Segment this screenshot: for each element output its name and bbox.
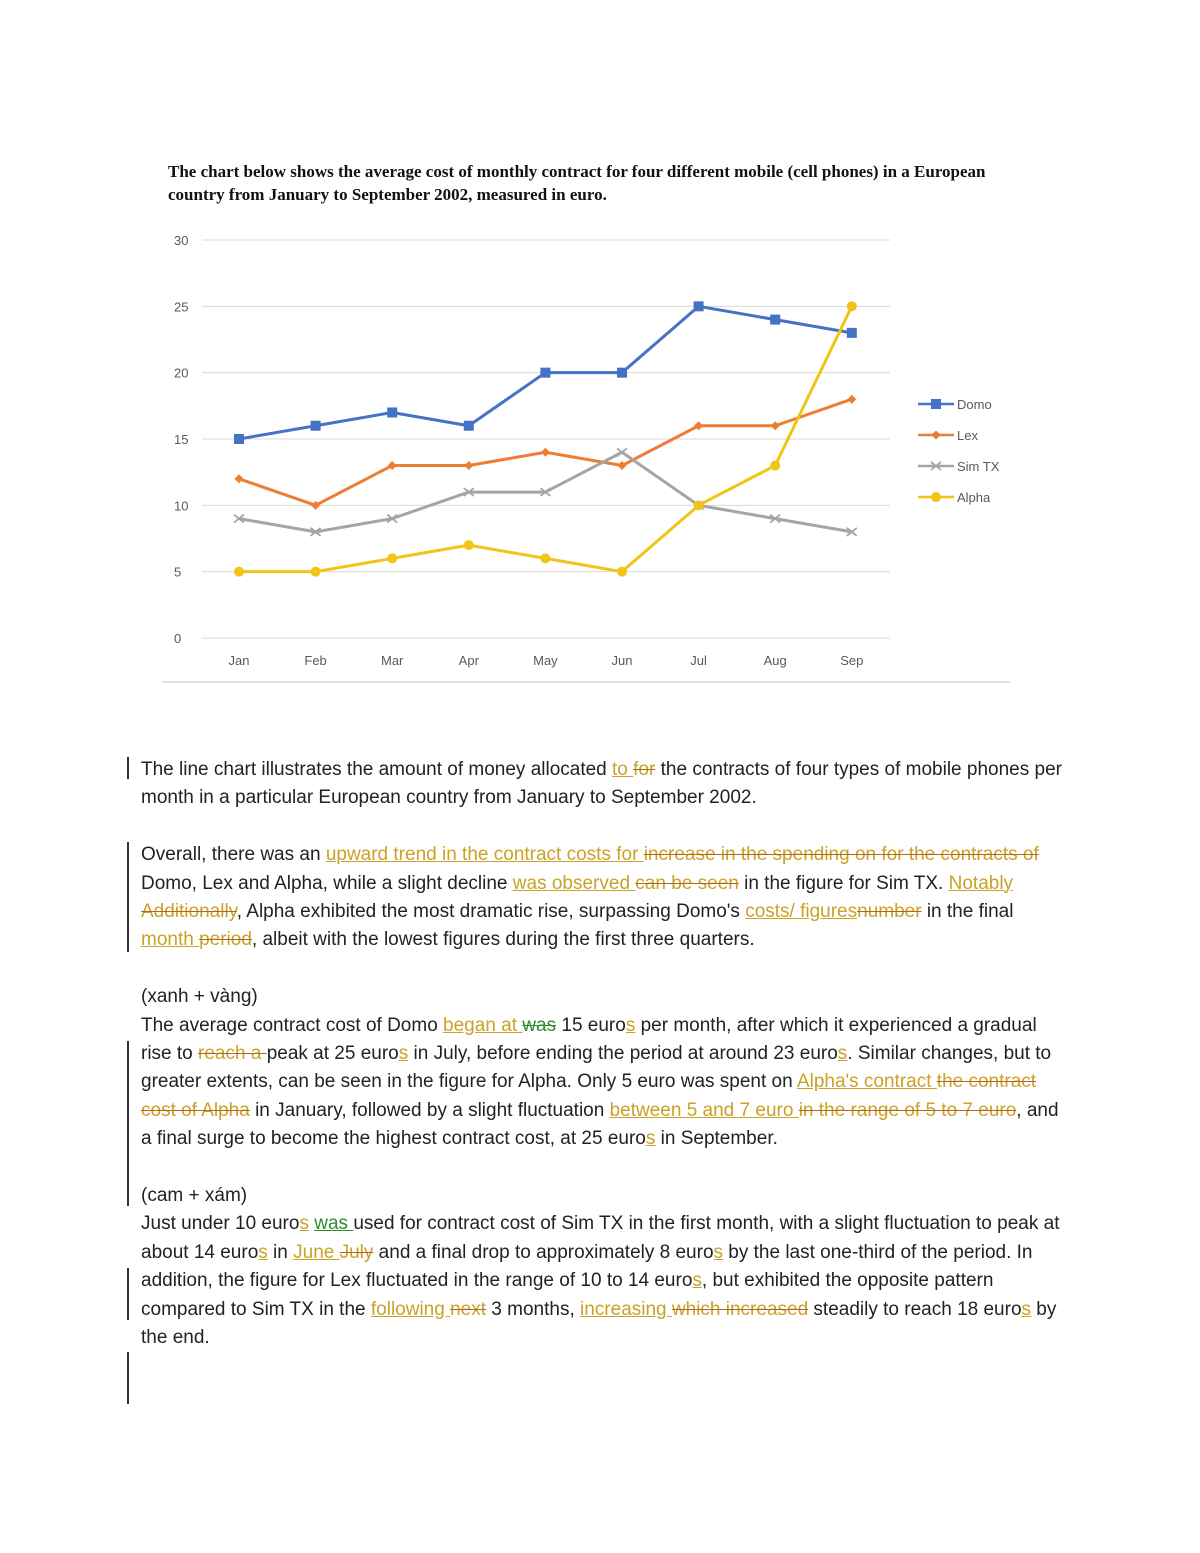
paragraph-overview <box>141 841 1071 955</box>
change-bar <box>127 842 129 952</box>
deleted-text: which increased <box>671 1298 809 1320</box>
text-run: in January, followed by a slight fluctuation <box>249 1099 610 1121</box>
chart-title: The chart below shows the average cost of monthly contract for four different mobile (cell phones) in a European country from January to September 2002, measured in euro. <box>168 162 986 204</box>
inserted-text: was observed <box>512 872 636 894</box>
paragraph-intro <box>141 756 1071 813</box>
inserted-text: Notably <box>948 872 1014 894</box>
data-point <box>617 448 627 456</box>
deleted-text: July <box>339 1241 374 1263</box>
text-run: and a final drop to approximately 8 euro <box>373 1241 714 1263</box>
legend-label: Lex <box>957 428 978 443</box>
deleted-text: number <box>857 901 922 923</box>
x-tick-label: Aug <box>763 653 787 668</box>
deleted-text: increase in the spending on for the contracts of <box>643 844 1039 866</box>
change-bar <box>127 1352 129 1404</box>
data-point <box>541 448 550 457</box>
text-run: The average contract cost of Domo <box>141 1014 444 1036</box>
y-tick-label: 15 <box>174 432 189 447</box>
inserted-text: was <box>314 1213 354 1235</box>
deleted-text: reach a <box>198 1043 267 1065</box>
chart-legend <box>918 397 1000 505</box>
legend-entry <box>918 459 1000 474</box>
data-point <box>931 399 941 409</box>
text-run: the contracts of four types of mobile phones per month in a particular European country from January to September 2002. <box>141 759 1062 809</box>
text-run: , albeit with the lowest figures during the first three quarters. <box>251 929 755 951</box>
data-point <box>932 431 941 440</box>
deleted-text: the contract cost of Alpha <box>141 1071 1037 1121</box>
series-sim-tx <box>234 448 857 536</box>
data-point <box>311 567 321 577</box>
data-point <box>464 540 474 550</box>
text-run: by the last one-third of the period. In addition, the figure for Lex fluctuated in the range of 10 to 14 euro <box>141 1241 1033 1292</box>
deleted-text: next <box>450 1298 487 1320</box>
data-point <box>694 500 704 510</box>
text-run: , and a final surge to become the highest contract cost, at 25 euro <box>141 1099 1059 1150</box>
deleted-text: in the range of 5 to 7 euro <box>798 1099 1017 1121</box>
data-point <box>771 421 780 430</box>
data-point <box>847 395 856 404</box>
inserted-text: s <box>299 1213 309 1235</box>
x-tick-label: May <box>533 653 558 668</box>
x-tick-label: Apr <box>458 653 479 668</box>
data-point <box>847 301 857 311</box>
change-bar <box>127 1041 129 1206</box>
paragraph-body-2 <box>141 1210 1071 1352</box>
text-run: in July, before ending the period at around 23 euro <box>408 1043 838 1065</box>
inserted-text: s <box>625 1014 636 1036</box>
inserted-text: to <box>612 759 634 780</box>
essay <box>141 756 1071 1381</box>
legend-entry <box>918 428 978 443</box>
x-tick-label: Jul <box>690 653 707 668</box>
inserted-text: Alpha's contract <box>796 1071 937 1093</box>
data-point <box>617 567 627 577</box>
text-run: Just under 10 euro <box>141 1213 300 1235</box>
deleted-text: can be seen <box>635 872 739 894</box>
inserted-text: s <box>645 1128 656 1150</box>
inserted-text: s <box>398 1043 409 1065</box>
note-label-orange-grey: (cam + xám) <box>141 1185 248 1207</box>
text-run: in <box>267 1241 294 1263</box>
text-run: in the final <box>921 901 1014 923</box>
inserted-text: s <box>837 1043 848 1065</box>
inserted-text: between 5 and 7 euro <box>609 1099 799 1121</box>
data-point <box>694 301 704 311</box>
text-run: . Similar changes, but to greater extents, can be seen in the figure for Alpha. Only 5 euro was spent on <box>141 1043 1052 1093</box>
legend-entry <box>918 397 992 412</box>
data-point <box>235 474 244 483</box>
deleted-text: period <box>199 929 252 951</box>
inserted-text: upward trend in the contract costs for <box>325 844 644 866</box>
legend-label: Domo <box>957 397 992 412</box>
data-point <box>617 368 627 378</box>
x-tick-label: Jun <box>611 653 633 668</box>
text-run: 3 months, <box>486 1298 581 1320</box>
text-run: used for contract cost of Sim TX in the first month, with a slight fluctuation to peak at about 14 euro <box>141 1213 1060 1263</box>
text-run: per month, after which it experienced a gradual rise to <box>141 1014 1037 1065</box>
data-point <box>311 421 321 431</box>
inserted-text: s <box>713 1241 724 1263</box>
note-label-blue-yellow: (xanh + vàng) <box>141 986 258 1008</box>
text-run: , but exhibited the opposite pattern compared to Sim TX in the <box>141 1270 994 1320</box>
text-run: The line chart illustrates the amount of money allocated <box>141 759 613 780</box>
y-tick-label: 10 <box>174 498 189 514</box>
y-tick-label: 5 <box>174 564 182 580</box>
data-point <box>387 553 397 563</box>
inserted-text: s <box>1021 1298 1032 1320</box>
deleted-text: for <box>633 759 656 780</box>
x-tick-label: Jan <box>228 653 250 668</box>
y-tick-label: 0 <box>174 631 182 646</box>
inserted-text: s <box>258 1241 268 1263</box>
data-point <box>234 434 244 444</box>
y-tick-label: 25 <box>174 299 189 315</box>
y-tick-label: 30 <box>174 233 189 248</box>
text-run: Domo, Lex and Alpha, while a slight decline <box>141 872 513 894</box>
data-point <box>464 421 474 431</box>
inserted-text: costs/ figures <box>745 901 858 923</box>
data-point <box>770 461 780 471</box>
change-bar <box>127 1268 129 1320</box>
text-run: in September. <box>655 1128 778 1150</box>
data-point <box>540 368 550 378</box>
legend-label: Alpha <box>957 490 991 505</box>
x-tick-label: Feb <box>304 653 327 668</box>
x-tick-label: Sep <box>840 653 864 668</box>
inserted-text: began at <box>443 1014 523 1036</box>
paragraph-body-1 <box>141 1012 1071 1154</box>
data-point <box>464 461 473 470</box>
inserted-text: month <box>141 929 200 951</box>
data-point <box>540 553 550 563</box>
legend-label: Sim TX <box>957 459 1000 474</box>
line-chart <box>160 220 1020 690</box>
data-point <box>770 315 780 325</box>
text-run: peak at 25 euro <box>266 1043 399 1065</box>
text-run: , Alpha exhibited the most dramatic rise, surpassing Domo's <box>236 901 746 923</box>
chart-axes <box>174 233 863 668</box>
inserted-text: following <box>370 1298 451 1320</box>
text-run: 15 euro <box>556 1014 626 1036</box>
inserted-text: increasing <box>580 1298 672 1320</box>
text-run: Overall, there was an <box>141 844 326 866</box>
data-point <box>847 328 857 338</box>
data-point <box>234 567 244 577</box>
change-bar <box>127 757 129 779</box>
text-run: in the figure for Sim TX. <box>738 872 949 894</box>
deleted-text: Additionally <box>141 901 237 923</box>
deleted-text: was <box>522 1014 557 1036</box>
legend-entry <box>918 490 991 505</box>
data-point <box>387 407 397 417</box>
x-tick-label: Mar <box>381 653 404 668</box>
y-tick-label: 20 <box>174 365 189 381</box>
data-point <box>931 492 941 502</box>
text-run: by the end. <box>141 1298 1057 1349</box>
text-run: steadily to reach 18 euro <box>808 1298 1022 1320</box>
inserted-text: s <box>692 1270 702 1292</box>
inserted-text: June <box>293 1241 340 1263</box>
